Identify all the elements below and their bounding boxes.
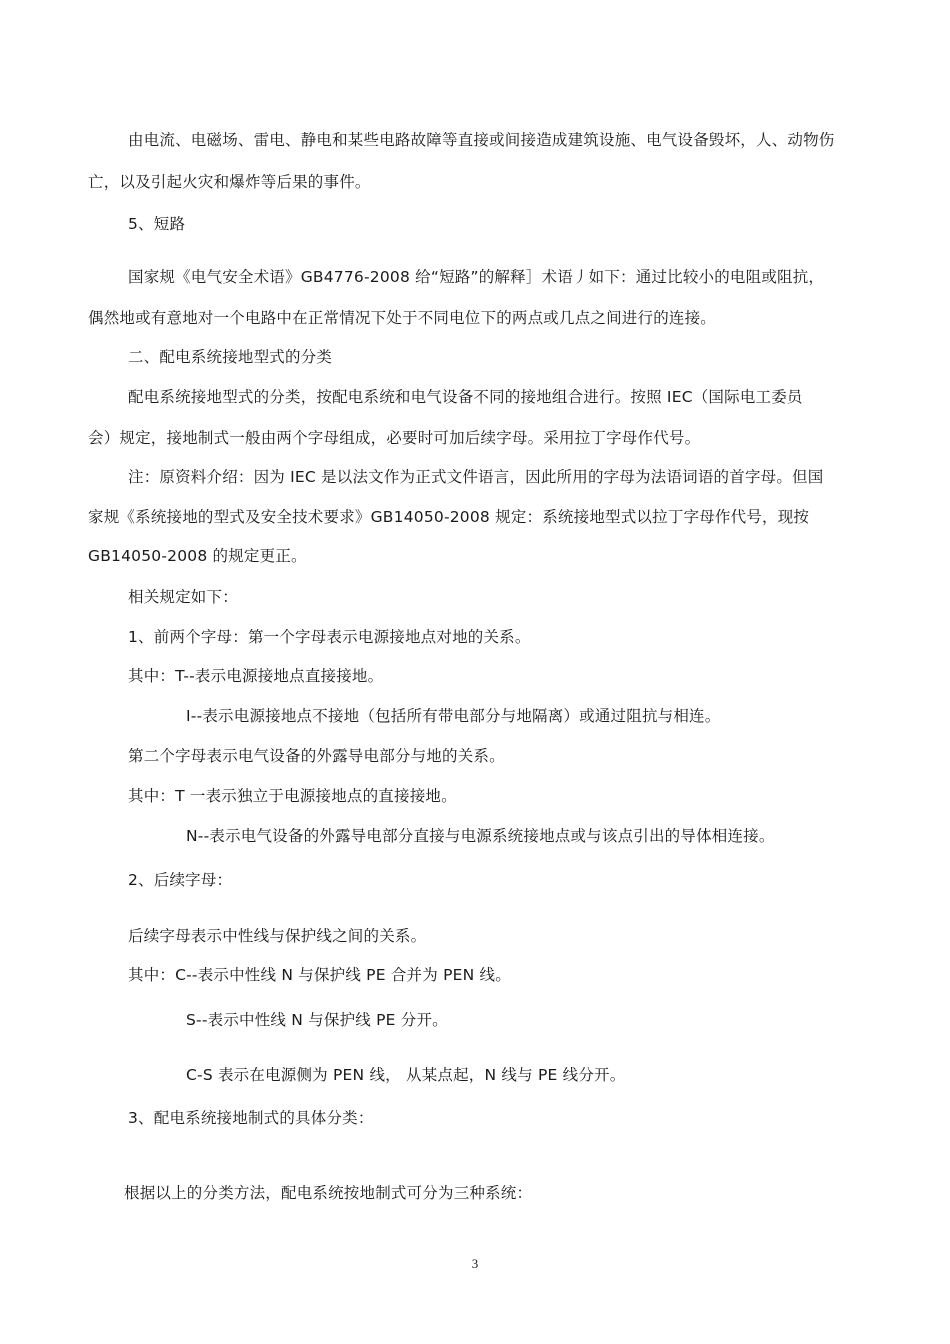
list-item: 其中：C--表示中性线 N 与保护线 PE 合并为 PEN 线。 [128,966,511,984]
paragraph-line: 相关规定如下： [128,588,238,606]
section-heading: 二、配电系统接地型式的分类 [128,348,333,366]
paragraph-line: 国家规《电气安全术语》GB4776-2008 给“短路”的解释］术语丿如下：通过比较小的电阻或阻抗， [128,268,825,286]
list-item: 1、前两个字母：第一个字母表示电源接地点对地的关系。 [128,628,531,646]
list-item: 3、配电系统接地制式的具体分类： [128,1109,374,1127]
note-line: GB14050-2008 的规定更正。 [88,547,307,565]
note-line: 家规《系统接地的型式及安全技术要求》GB14050-2008 规定：系统接地型式以拉丁字母作代号，现按 [88,508,810,526]
list-item: C-S 表示在电源侧为 PEN 线， 从某点起，N 线与 PE 线分开。 [186,1066,626,1084]
list-item: I--表示电源接地点不接地（包括所有带电部分与地隔离）或通过阻抗与相连。 [186,707,721,725]
list-item: 第二个字母表示电气设备的外露导电部分与地的关系。 [128,747,505,765]
paragraph-line: 由电流、电磁场、雷电、静电和某些电路故障等直接或间接造成建筑设施、电气设备毁坏，人、动物伤 [128,131,835,149]
list-item: N--表示电气设备的外露导电部分直接与电源系统接地点或与该点引出的导体相连接。 [186,827,775,845]
paragraph-line: 后续字母表示中性线与保护线之间的关系。 [128,927,427,945]
paragraph-line: 配电系统接地型式的分类，按配电系统和电气设备不同的接地组合进行。按照 IEC（国际电工委员 [128,388,803,406]
paragraph-line: 偶然地或有意地对一个电路中在正常情况下处于不同电位下的两点或几点之间进行的连接。 [88,309,717,327]
paragraph-line: 亡，以及引起火灾和爆炸等后果的事件。 [88,173,371,191]
list-item: S--表示中性线 N 与保护线 PE 分开。 [186,1011,448,1029]
section-heading: 5、短路 [128,215,186,233]
list-item: 2、后续字母： [128,871,233,889]
list-item: 其中：T 一表示独立于电源接地点的直接接地。 [128,787,457,805]
paragraph-line: 根据以上的分类方法，配电系统按地制式可分为三种系统： [124,1184,533,1202]
page-number: 3 [471,1256,479,1271]
paragraph-line: 会）规定，接地制式一般由两个字母组成，必要时可加后续字母。采用拉丁字母作代号。 [88,429,701,447]
note-line: 注：原资料介绍：因为 IEC 是以法文作为正式文件语言，因此所用的字母为法语词语的首字母。但国 [128,468,824,486]
list-item: 其中：T--表示电源接地点直接接地。 [128,667,384,685]
